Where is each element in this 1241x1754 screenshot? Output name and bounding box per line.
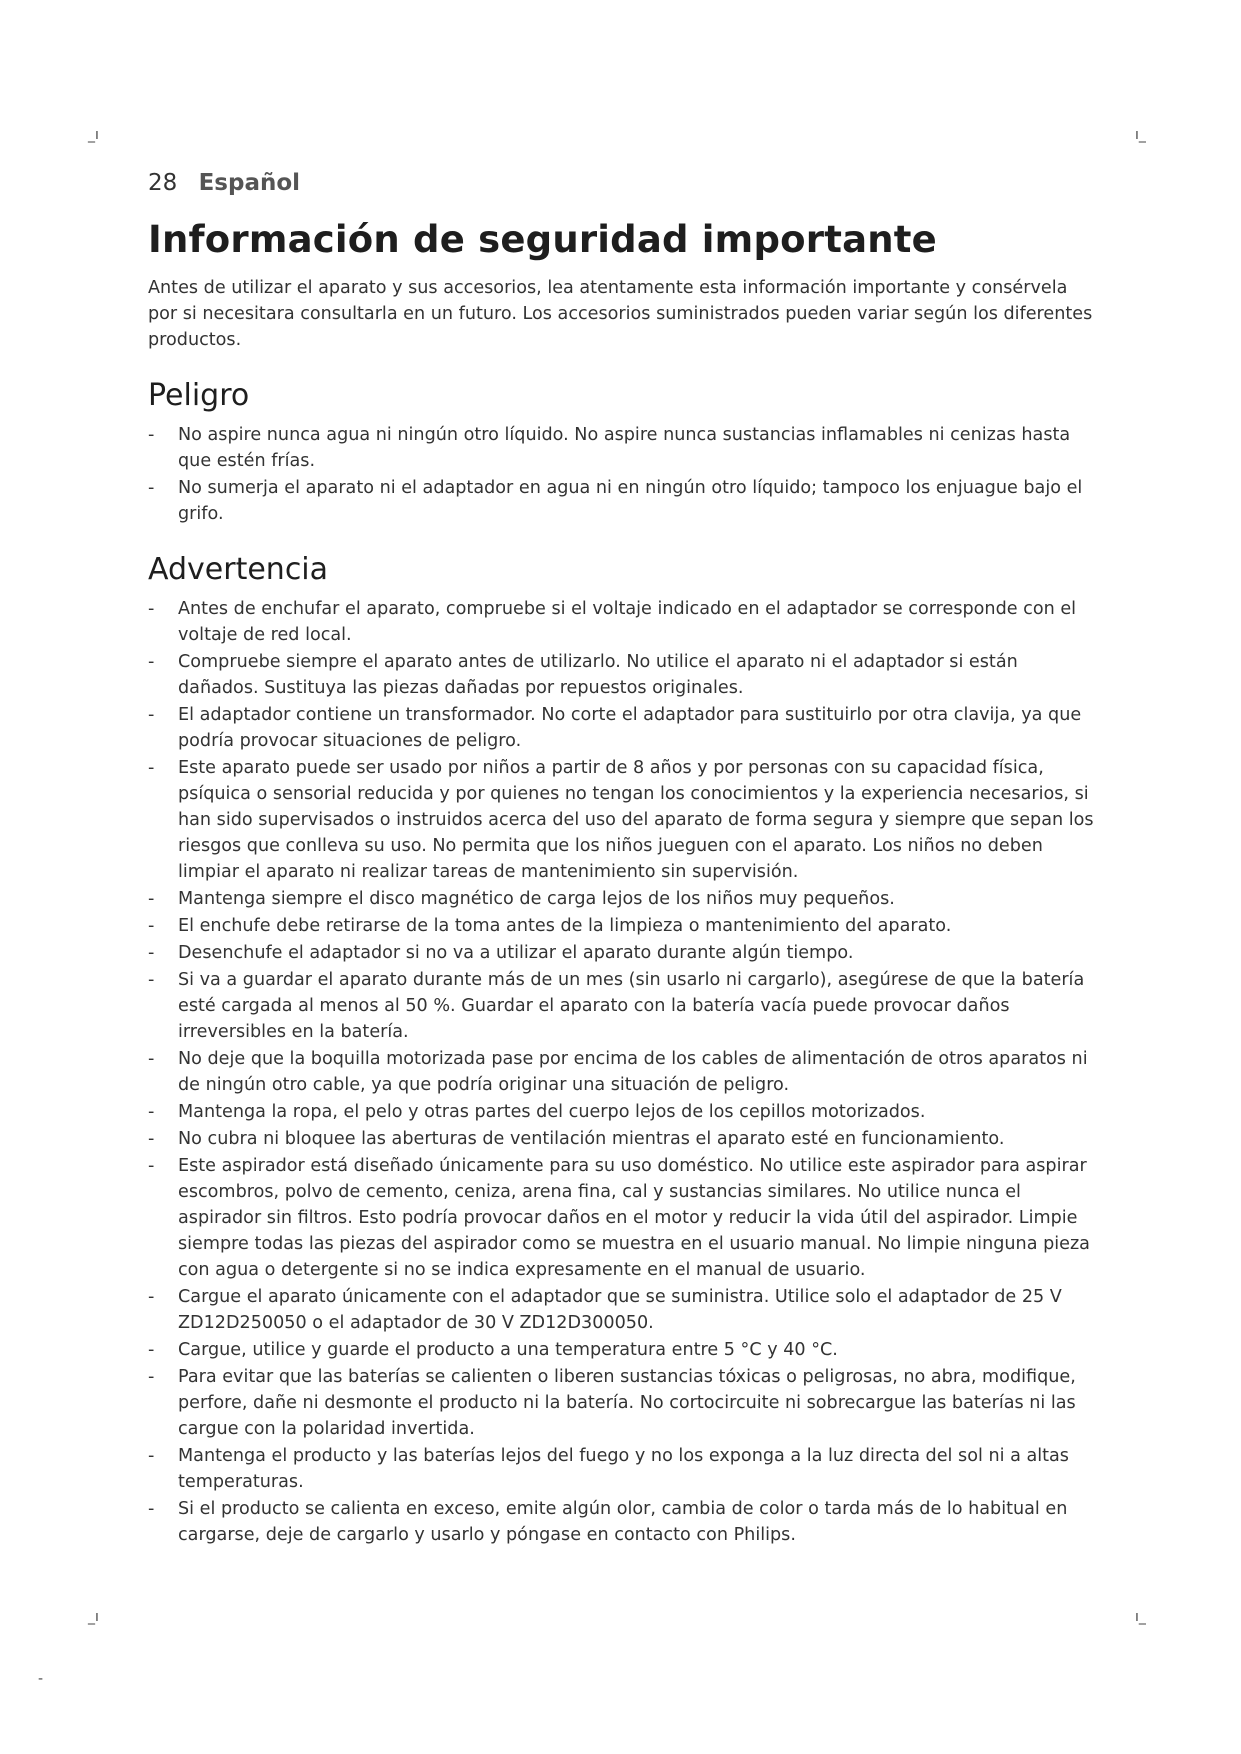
list-item — [148, 1443, 1096, 1495]
list-item-text: Cargue, utilice y guarde el producto a una temperatura entre 5 °C y 40 °C. — [178, 1340, 838, 1360]
bullet-dash: - — [148, 1102, 155, 1122]
list-item — [148, 649, 1096, 701]
list-item — [148, 1337, 1096, 1363]
section-title-advertencia: Advertencia — [148, 552, 329, 587]
list-item-text: No sumerja el aparato ni el adaptador en agua ni en ningún otro líquido; tampoco los enjuague bajo el grifo. — [178, 478, 1083, 524]
page-header — [148, 170, 300, 196]
list-item — [148, 475, 1096, 527]
list-item — [148, 1153, 1096, 1283]
list-item-text: Desenchufe el adaptador si no va a utilizar el aparato durante algún tiempo. — [178, 943, 854, 963]
bullet-dash: - — [148, 1367, 155, 1387]
crop-mark-bottom-right: ı_ — [1135, 1609, 1146, 1625]
list-item — [148, 1364, 1096, 1442]
bullet-dash: - — [148, 652, 155, 672]
list-item-text: Compruebe siempre el aparato antes de utilizarlo. No utilice el aparato ni el adaptador si están dañados. Sustituya las piezas dañadas por repuestos originales. — [178, 652, 1018, 698]
list-item — [148, 913, 1096, 939]
list-item-text: No deje que la boquilla motorizada pase por encima de los cables de alimentación de otros aparatos ni de ningún otro cable, ya que podría originar una situación de peligro. — [178, 1049, 1088, 1095]
list-item — [148, 422, 1096, 474]
bullet-dash: - — [148, 889, 155, 909]
section-title-peligro: Peligro — [148, 378, 250, 413]
list-item — [148, 886, 1096, 912]
list-item — [148, 755, 1096, 885]
list-item-text: Cargue el aparato únicamente con el adaptador que se suministra. Utilice solo el adaptador de 25 V ZD12D250050 o el adaptador de 30 V ZD12D300050. — [178, 1287, 1062, 1333]
list-item — [148, 940, 1096, 966]
list-item-text: Este aspirador está diseñado únicamente para su uso doméstico. No utilice este aspirador para aspirar escombros, polvo de cemento, ceniza, arena fina, cal y sustancias similares. No utilice nunca el aspirador sin filtros. Esto podría provocar daños en el motor y reducir la vida útil del aspirador. Limpie siempre todas las piezas del aspirador como se muestra en el usuario manual. No limpie ninguna pieza con agua o detergente si no se indica expresamente en el manual de usuario. — [178, 1156, 1090, 1280]
bullet-dash: - — [148, 425, 155, 445]
list-item-text: Mantenga la ropa, el pelo y otras partes del cuerpo lejos de los cepillos motorizados. — [178, 1102, 926, 1122]
list-item — [148, 967, 1096, 1045]
peligro-list — [148, 422, 1096, 528]
bullet-dash: - — [148, 916, 155, 936]
bullet-dash: - — [148, 1340, 155, 1360]
list-item — [148, 1496, 1096, 1548]
bullet-dash: - — [148, 1156, 155, 1176]
list-item-text: Mantenga siempre el disco magnético de carga lejos de los niños muy pequeños. — [178, 889, 895, 909]
list-item-text: Si va a guardar el aparato durante más de un mes (sin usarlo ni cargarlo), asegúrese de que la batería esté cargada al menos al 50 %. Guardar el aparato con la batería vacía puede provocar daños irreversibles en la batería. — [178, 970, 1085, 1042]
list-item-text: No aspire nunca agua ni ningún otro líquido. No aspire nunca sustancias inflamables ni cenizas hasta que estén frías. — [178, 425, 1071, 471]
page-title: Información de seguridad importante — [148, 218, 937, 261]
crop-mark-bottom-dash: - — [38, 1671, 44, 1687]
list-item — [148, 1046, 1096, 1098]
crop-mark-bottom-left: _ı — [88, 1609, 99, 1625]
bullet-dash: - — [148, 970, 155, 990]
list-item-text: El enchufe debe retirarse de la toma antes de la limpieza o mantenimiento del aparato. — [178, 916, 952, 936]
bullet-dash: - — [148, 1446, 155, 1466]
bullet-dash: - — [148, 705, 155, 725]
list-item-text: Este aparato puede ser usado por niños a partir de 8 años y por personas con su capacidad física, psíquica o sensorial reducida y por quienes no tengan los conocimientos y la experiencia necesarios, si han sido supervisados o instruidos acerca del uso del aparato de forma segura y siempre que sepan los riesgos que conlleva su uso. No permita que los niños jueguen con el aparato. Los niños no deben limpiar el aparato ni realizar tareas de mantenimiento sin supervisión. — [178, 758, 1094, 882]
advertencia-list — [148, 596, 1096, 1549]
list-item-text: No cubra ni bloquee las aberturas de ventilación mientras el aparato esté en funcionamiento. — [178, 1129, 1005, 1149]
page-number: 28 — [148, 170, 178, 196]
list-item — [148, 1126, 1096, 1152]
list-item-text: Mantenga el producto y las baterías lejos del fuego y no los exponga a la luz directa del sol ni a altas temperaturas. — [178, 1446, 1069, 1492]
bullet-dash: - — [148, 1499, 155, 1519]
list-item-text: Para evitar que las baterías se calienten o liberen sustancias tóxicas o peligrosas, no abra, modifique, perfore, dañe ni desmonte el producto ni la batería. No cortocircuite ni sobrecargue las baterías ni las cargue con la polaridad invertida. — [178, 1367, 1076, 1439]
list-item — [148, 702, 1096, 754]
bullet-dash: - — [148, 1129, 155, 1149]
list-item-text: Antes de enchufar el aparato, compruebe si el voltaje indicado en el adaptador se corresponde con el voltaje de red local. — [178, 599, 1077, 645]
list-item — [148, 596, 1096, 648]
list-item-text: Si el producto se calienta en exceso, emite algún olor, cambia de color o tarda más de lo habitual en cargarse, deje de cargarlo y usarlo y póngase en contacto con Philips. — [178, 1499, 1068, 1545]
list-item — [148, 1099, 1096, 1125]
crop-mark-top-right: ı_ — [1135, 127, 1146, 143]
bullet-dash: - — [148, 1287, 155, 1307]
list-item-text: El adaptador contiene un transformador. No corte el adaptador para sustituirlo por otra clavija, ya que podría provocar situaciones de peligro. — [178, 705, 1082, 751]
bullet-dash: - — [148, 599, 155, 619]
bullet-dash: - — [148, 478, 155, 498]
language-label: Español — [198, 170, 301, 196]
bullet-dash: - — [148, 758, 155, 778]
crop-mark-top-left: _ı — [88, 127, 99, 143]
intro-paragraph: Antes de utilizar el aparato y sus accesorios, lea atentamente esta información importante y consérvela por si necesitara consultarla en un futuro. Los accesorios suministrados pueden variar según los diferentes productos. — [148, 278, 1093, 350]
list-item — [148, 1284, 1096, 1336]
bullet-dash: - — [148, 1049, 155, 1069]
bullet-dash: - — [148, 943, 155, 963]
